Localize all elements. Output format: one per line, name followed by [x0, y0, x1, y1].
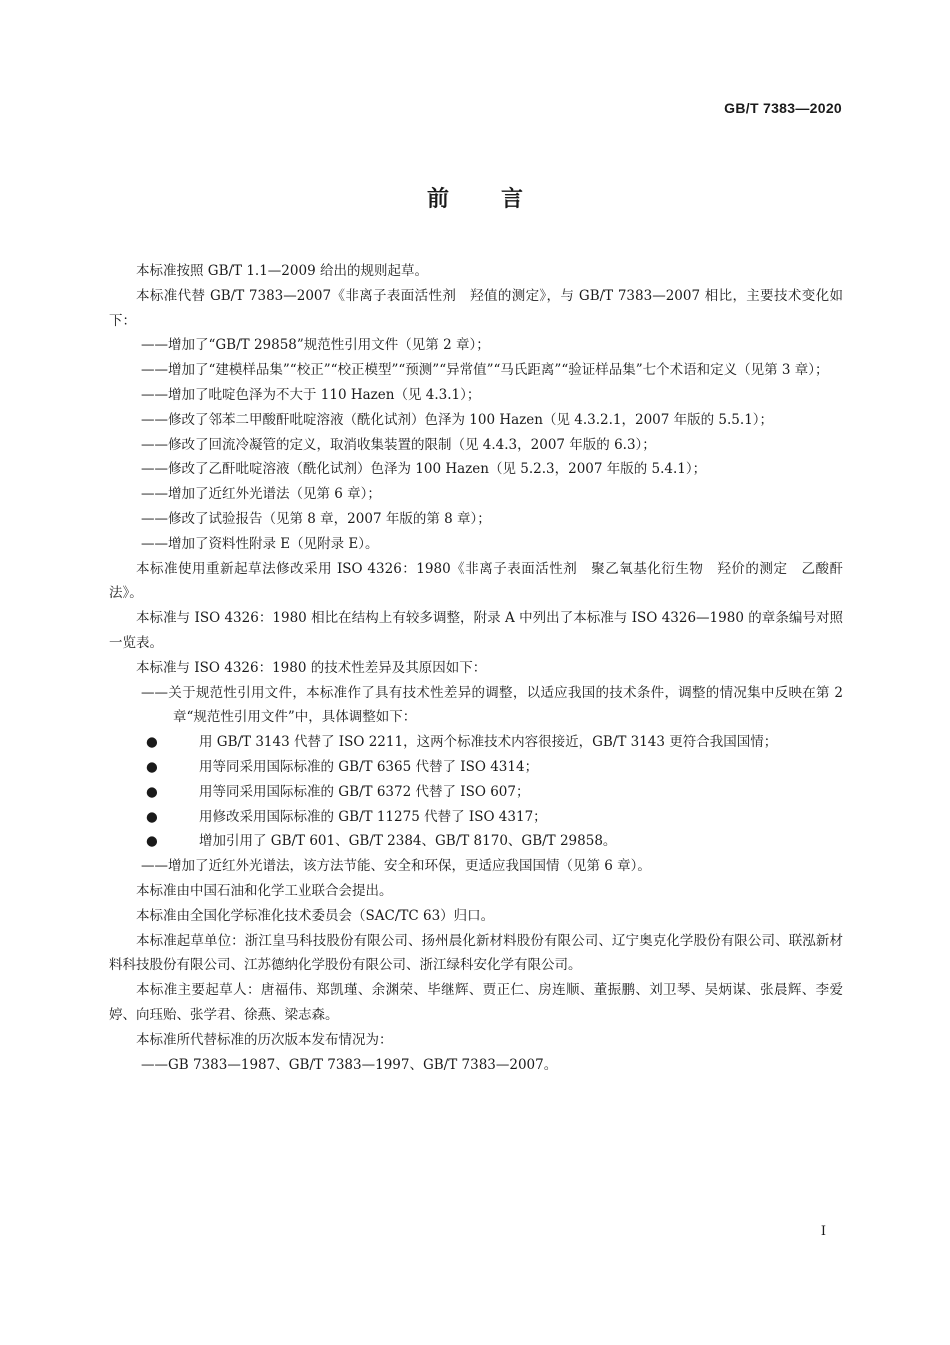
bullet-text: 用等同采用国际标准的 GB/T 6372 代替了 ISO 607； [199, 783, 530, 800]
dash-list-item: ——修改了回流冷凝管的定义，取消收集装置的限制（见 4.4.3，2007 年版的 6.3）； [141, 436, 656, 453]
dash-list-item: ——GB 7383—1987、GB/T 7383—1997、GB/T 7383—2007。 [141, 1056, 558, 1073]
bullet-dot-icon: ● [146, 734, 158, 751]
dash-list-item: ——修改了乙酐吡啶溶液（酰化试剂）色泽为 100 Hazen（见 5.2.3，2007 年版的 5.4.1）； [141, 461, 707, 478]
bullet-text: 用等同采用国际标准的 GB/T 6365 代替了 ISO 4314； [199, 758, 539, 775]
paragraph: 本标准由中国石油和化学工业联合会提出。 [136, 882, 393, 899]
dash-list-item: ——增加了吡啶色泽为不大于 110 Hazen（见 4.3.1）； [141, 386, 481, 403]
paragraph: 本标准使用重新起草法修改采用 ISO 4326：1980《非离子表面活性剂 聚乙氧基化衍生物 羟价的测定 乙酸酐法》。 [109, 560, 843, 602]
bullet-text: 用修改采用国际标准的 GB/T 11275 代替了 ISO 4317； [199, 808, 547, 825]
paragraph: 本标准代替 GB/T 7383—2007《非离子表面活性剂 羟值的测定》，与 GB/T 7383—2007 相比，主要技术变化如下： [109, 287, 843, 329]
paragraph: 本标准所代替标准的历次版本发布情况为： [136, 1031, 393, 1048]
bullet-dot-icon: ● [146, 758, 158, 775]
paragraph: 本标准与 ISO 4326：1980 的技术性差异及其原因如下： [136, 659, 487, 676]
paragraph: 本标准起草单位：浙江皇马科技股份有限公司、扬州晨化新材料股份有限公司、辽宁奥克化学股份有限公司、联泓新材料科技股份有限公司、江苏德纳化学股份有限公司、浙江绿科安化学有限公司。 [109, 932, 843, 974]
page-number: I [820, 1224, 826, 1239]
bullet-item [109, 755, 843, 780]
dash-list-item: ——增加了近红外光谱法（见第 6 章）； [141, 486, 381, 503]
bullet-text: 增加引用了 GB/T 601、GB/T 2384、GB/T 8170、GB/T 29858。 [199, 833, 617, 850]
dash-list-item: ——关于规范性引用文件，本标准作了具有技术性差异的调整，以适应我国的技术条件，调整的情况集中反映在第 2 章“规范性引用文件”中，具体调整如下： [141, 684, 843, 726]
bullet-dot-icon: ● [146, 808, 158, 825]
bullet-item [109, 780, 843, 805]
dash-list-item: ——修改了邻苯二甲酸酐吡啶溶液（酰化试剂）色泽为 100 Hazen（见 4.3.2.1，2007 年版的 5.5.1）； [141, 411, 774, 428]
document-body [109, 259, 843, 1077]
dash-list-item: ——增加了“GB/T 29858”规范性引用文件（见第 2 章）； [141, 337, 490, 354]
paragraph: 本标准主要起草人：唐福伟、郑凯瑾、余渊荣、毕继辉、贾正仁、房连顺、董振鹏、刘卫琴、吴炳谋、张晨辉、李爱婷、向珏贻、张学君、徐燕、梁志森。 [109, 982, 843, 1023]
paragraph: 本标准与 ISO 4326：1980 相比在结构上有较多调整，附录 A 中列出了本标准与 ISO 4326—1980 的章条编号对照一览表。 [109, 610, 843, 651]
dash-list-item: ——增加了近红外光谱法，该方法节能、安全和环保，更适应我国国情（见第 6 章）。 [141, 858, 651, 875]
dash-list-item: ——修改了试验报告（见第 8 章，2007 年版的第 8 章）； [141, 510, 491, 527]
bullet-dot-icon: ● [146, 783, 158, 800]
dash-list-item: ——增加了“建模样品集”“校正”“校正模型”“预测”“异常值”“马氏距离”“验证样品集”七个术语和定义（见第 3 章）； [141, 362, 829, 379]
page-title: 前言 [426, 187, 575, 212]
paragraph: 本标准按照 GB/T 1.1—2009 给出的规则起草。 [136, 263, 428, 279]
paragraph: 本标准由全国化学标准化技术委员会（SAC/TC 63）归口。 [136, 907, 495, 924]
standard-code: GB/T 7383—2020 [724, 100, 842, 116]
bullet-text: 用 GB/T 3143 代替了 ISO 2211，这两个标准技术内容很接近，GB/T 3143 更符合我国国情； [199, 734, 778, 751]
bullet-item [109, 829, 843, 854]
bullet-item [109, 730, 843, 755]
dash-list-item: ——增加了资料性附录 E（见附录 E）。 [141, 535, 379, 552]
bullet-dot-icon: ● [146, 833, 158, 850]
bullet-item [109, 805, 843, 830]
